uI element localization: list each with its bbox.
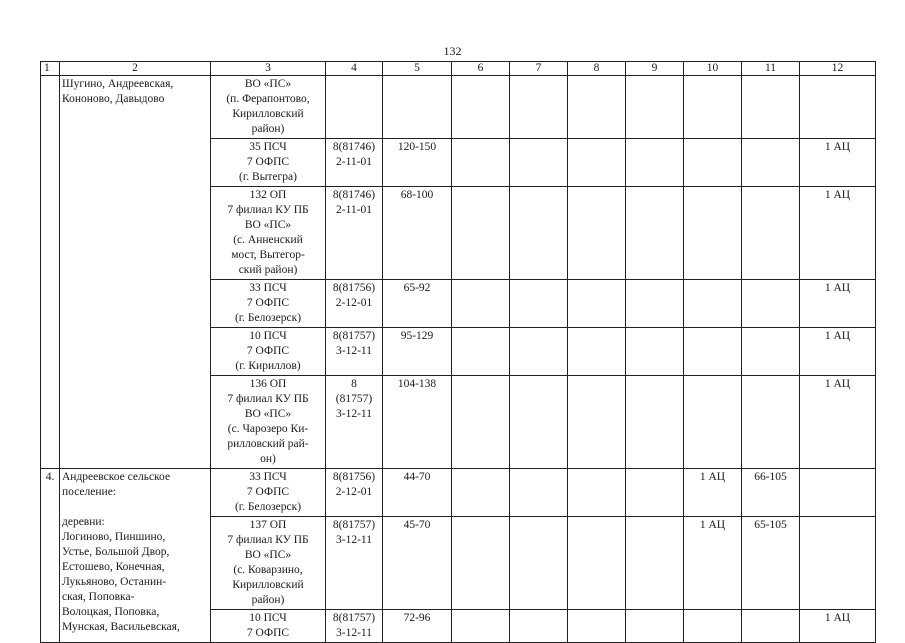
table-row — [41, 469, 876, 517]
empty-cell — [626, 469, 684, 517]
fire-unit-line: 137 ОП — [249, 519, 287, 531]
page-number: 132 — [443, 44, 462, 58]
equipment-cell-col12 — [800, 469, 876, 517]
phone-line: 3-12-11 — [336, 408, 372, 420]
empty-cell — [626, 76, 684, 139]
empty-cell — [452, 517, 510, 610]
time-range-cell: 95-129 — [383, 328, 452, 376]
equipment-cell-col10 — [684, 610, 742, 643]
fire-unit-line: 7 ОФПС — [246, 486, 290, 498]
fire-unit-cell — [211, 76, 326, 139]
fire-unit-line: 35 ПСЧ — [249, 141, 287, 153]
equipment-cell-col10: 1 АЦ — [684, 469, 742, 517]
equipment-cell-col12 — [800, 517, 876, 610]
phone-line: 8(81757) — [332, 612, 376, 624]
phone-line: 2-12-01 — [335, 486, 373, 498]
settlement-line: Волоцкая, Поповка, — [62, 606, 160, 618]
empty-cell — [452, 76, 510, 139]
phone-cell — [326, 280, 383, 328]
equipment-cell-col12 — [800, 76, 876, 139]
empty-cell — [510, 280, 568, 328]
column-header: 11 — [742, 62, 800, 76]
fire-unit-line: 7 филиал КУ ПБ — [227, 534, 309, 546]
fire-unit-line: он) — [260, 453, 276, 465]
phone-cell — [326, 610, 383, 643]
empty-cell — [568, 187, 626, 280]
fire-unit-line: (п. Ферапонтово, — [226, 93, 310, 105]
time-range-cell: 72-96 — [383, 610, 452, 643]
phone-cell — [326, 328, 383, 376]
phone-line: 2-12-01 — [335, 297, 373, 309]
empty-cell — [452, 376, 510, 469]
phone-cell — [326, 376, 383, 469]
fire-unit-line: район) — [251, 594, 285, 606]
time-range-cell — [383, 76, 452, 139]
column-header: 8 — [568, 62, 626, 76]
phone-cell — [326, 139, 383, 187]
fire-unit-line: ВО «ПС» — [244, 549, 292, 561]
phone-line: 3-12-11 — [336, 627, 372, 639]
empty-cell — [568, 376, 626, 469]
empty-cell — [452, 280, 510, 328]
fire-unit-cell — [211, 328, 326, 376]
fire-unit-line: ВО «ПС» — [244, 408, 292, 420]
settlement-line: Логиново, Пиншино, — [62, 531, 166, 543]
row-number-cell — [41, 76, 60, 469]
settlement-line: Устье, Большой Двор, — [62, 546, 170, 558]
phone-line: 8(81757) — [332, 330, 376, 342]
phone-line: 8(81756) — [332, 282, 376, 294]
settlement-line: ская, Поповка- — [62, 591, 135, 603]
column-header: 5 — [383, 62, 452, 76]
fire-unit-cell — [211, 280, 326, 328]
fire-unit-line: район) — [251, 123, 285, 135]
equipment-cell-col12: 1 АЦ — [800, 139, 876, 187]
time-range-cell-col11 — [742, 280, 800, 328]
column-number-row — [41, 62, 876, 76]
empty-cell — [510, 517, 568, 610]
fire-unit-cell — [211, 376, 326, 469]
column-header: 2 — [60, 62, 211, 76]
empty-cell — [568, 139, 626, 187]
empty-cell — [626, 187, 684, 280]
empty-cell — [568, 517, 626, 610]
empty-cell — [568, 610, 626, 643]
equipment-cell-col12: 1 АЦ — [800, 328, 876, 376]
fire-unit-cell — [211, 187, 326, 280]
column-header: 9 — [626, 62, 684, 76]
empty-cell — [568, 76, 626, 139]
settlement-line: Андреевское сельское — [62, 471, 171, 483]
fire-unit-line: (г. Кириллов) — [235, 360, 301, 372]
fire-unit-line: ВО «ПС» — [244, 78, 292, 90]
fire-unit-line: 136 ОП — [249, 378, 287, 390]
empty-cell — [452, 187, 510, 280]
empty-cell — [626, 280, 684, 328]
empty-cell — [510, 469, 568, 517]
time-range-cell-col11 — [742, 187, 800, 280]
fire-unit-line: 33 ПСЧ — [249, 282, 287, 294]
phone-line: 8(81746) — [332, 141, 376, 153]
empty-cell — [510, 76, 568, 139]
settlement-line: деревни: — [62, 516, 105, 528]
empty-cell — [452, 328, 510, 376]
empty-cell — [568, 469, 626, 517]
time-range-cell: 104-138 — [383, 376, 452, 469]
fire-unit-cell — [211, 610, 326, 643]
empty-cell — [452, 610, 510, 643]
equipment-cell-col10: 1 АЦ — [684, 517, 742, 610]
empty-cell — [626, 328, 684, 376]
settlement-line: поселение: — [62, 486, 116, 498]
phone-line: 2-11-01 — [336, 204, 372, 216]
fire-unit-line: 10 ПСЧ — [249, 330, 287, 342]
empty-cell — [568, 280, 626, 328]
time-range-cell-col11 — [742, 376, 800, 469]
phone-cell — [326, 76, 383, 139]
equipment-cell-col10 — [684, 280, 742, 328]
settlement-line: Кононово, Давыдово — [62, 93, 165, 105]
fire-unit-line: ВО «ПС» — [244, 219, 292, 231]
settlement-cell — [60, 469, 211, 643]
phone-line: 8(81746) — [332, 189, 376, 201]
empty-cell — [452, 139, 510, 187]
empty-cell — [626, 517, 684, 610]
empty-cell — [568, 328, 626, 376]
empty-cell — [626, 376, 684, 469]
time-range-cell: 65-92 — [383, 280, 452, 328]
fire-unit-line: мост, Вытегор- — [231, 249, 305, 261]
time-range-cell-col11 — [742, 610, 800, 643]
fire-unit-line: Кирилловский — [232, 579, 304, 591]
empty-cell — [510, 187, 568, 280]
table-row — [41, 76, 876, 139]
column-header: 1 — [41, 62, 60, 76]
column-header: 7 — [510, 62, 568, 76]
time-range-cell-col11: 65-105 — [742, 517, 800, 610]
equipment-cell-col10 — [684, 76, 742, 139]
column-header: 10 — [684, 62, 742, 76]
column-header: 4 — [326, 62, 383, 76]
empty-cell — [452, 469, 510, 517]
equipment-cell-col12: 1 АЦ — [800, 376, 876, 469]
column-header: 12 — [800, 62, 876, 76]
empty-cell — [626, 610, 684, 643]
fire-unit-line: (с. Коварзино, — [233, 564, 303, 576]
phone-line: 3-12-11 — [336, 345, 372, 357]
equipment-cell-col10 — [684, 139, 742, 187]
fire-unit-cell — [211, 139, 326, 187]
phone-line: 8 — [351, 378, 357, 390]
fire-unit-line: (с. Анненский — [233, 234, 303, 246]
blank-line — [62, 500, 208, 515]
equipment-cell-col12: 1 АЦ — [800, 187, 876, 280]
phone-cell — [326, 517, 383, 610]
empty-cell — [510, 610, 568, 643]
equipment-cell-col10 — [684, 187, 742, 280]
phone-cell — [326, 187, 383, 280]
empty-cell — [510, 376, 568, 469]
fire-unit-line: 33 ПСЧ — [249, 471, 287, 483]
phone-line: 3-12-11 — [336, 534, 372, 546]
settlement-line: Мунская, Васильевская, — [62, 621, 180, 633]
fire-unit-line: (г. Вытегра) — [239, 171, 297, 183]
column-header: 3 — [211, 62, 326, 76]
equipment-cell-col12: 1 АЦ — [800, 280, 876, 328]
fire-unit-line: ский район) — [238, 264, 298, 276]
row-number-cell: 4. — [41, 469, 60, 643]
fire-unit-line: (г. Белозерск) — [234, 312, 302, 324]
fire-unit-line: Кирилловский — [232, 108, 304, 120]
fire-unit-cell — [211, 469, 326, 517]
empty-cell — [626, 139, 684, 187]
fire-unit-line: 7 ОФПС — [246, 345, 290, 357]
document-table — [40, 61, 876, 643]
empty-cell — [510, 139, 568, 187]
empty-cell — [510, 328, 568, 376]
phone-cell — [326, 469, 383, 517]
time-range-cell-col11 — [742, 328, 800, 376]
phone-line: 2-11-01 — [336, 156, 372, 168]
time-range-cell: 44-70 — [383, 469, 452, 517]
fire-unit-cell — [211, 517, 326, 610]
phone-line: 8(81756) — [332, 471, 376, 483]
time-range-cell-col11 — [742, 139, 800, 187]
settlement-line: Естошево, Конечная, — [62, 561, 165, 573]
time-range-cell: 68-100 — [383, 187, 452, 280]
phone-line: (81757) — [335, 393, 373, 405]
fire-unit-line: 7 ОФПС — [246, 297, 290, 309]
fire-unit-line: 7 филиал КУ ПБ — [227, 204, 309, 216]
time-range-cell-col11 — [742, 76, 800, 139]
fire-unit-line: (с. Чарозеро Ки- — [227, 423, 309, 435]
fire-unit-line: 132 ОП — [249, 189, 287, 201]
fire-unit-line: 7 филиал КУ ПБ — [227, 393, 309, 405]
time-range-cell-col11: 66-105 — [742, 469, 800, 517]
settlement-line: Шугино, Андреевская, — [62, 78, 174, 90]
column-header: 6 — [452, 62, 510, 76]
equipment-cell-col12: 1 АЦ — [800, 610, 876, 643]
fire-unit-line: 7 ОФПС — [246, 627, 290, 639]
equipment-cell-col10 — [684, 328, 742, 376]
time-range-cell: 120-150 — [383, 139, 452, 187]
time-range-cell: 45-70 — [383, 517, 452, 610]
fire-unit-line: 10 ПСЧ — [249, 612, 287, 624]
fire-unit-line: (г. Белозерск) — [234, 501, 302, 513]
fire-unit-line: рилловский рай- — [227, 438, 309, 450]
settlement-cell — [60, 76, 211, 469]
equipment-cell-col10 — [684, 376, 742, 469]
settlement-line: Лукьяново, Останин- — [62, 576, 167, 588]
fire-unit-line: 7 ОФПС — [246, 156, 290, 168]
phone-line: 8(81757) — [332, 519, 376, 531]
